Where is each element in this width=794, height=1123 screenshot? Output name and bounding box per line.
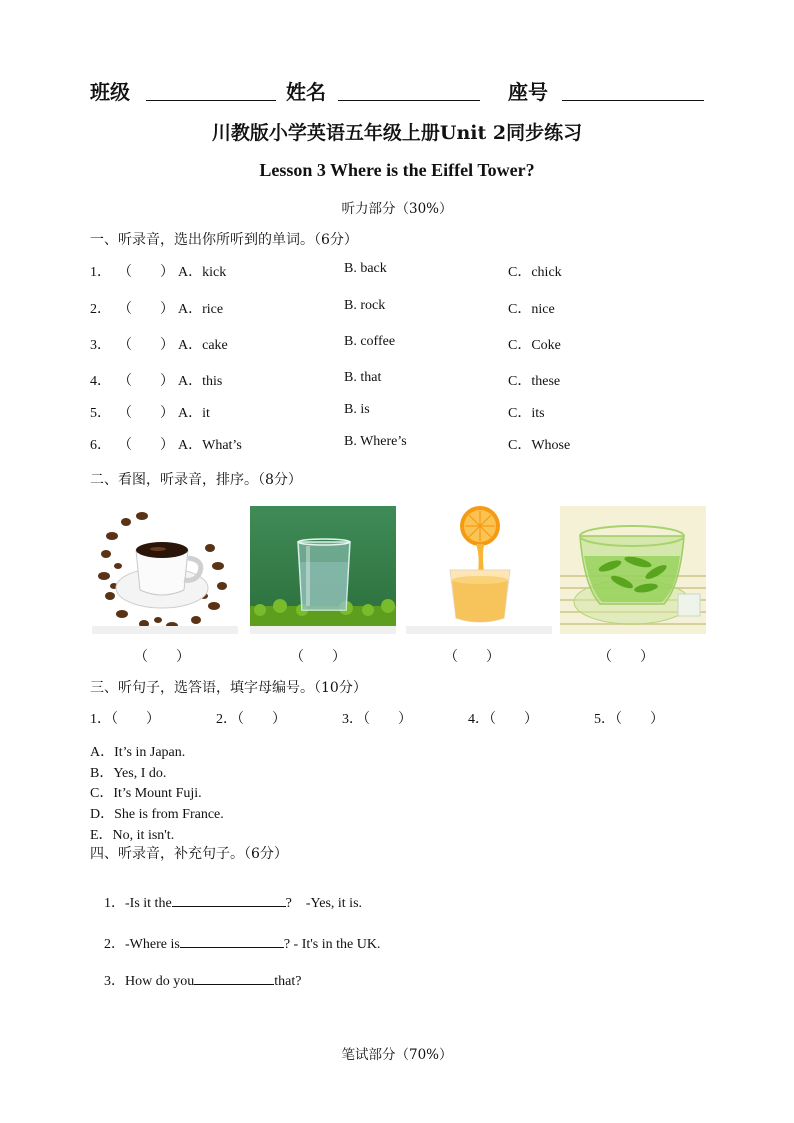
option-b: B. that xyxy=(344,370,382,385)
list-item: C．It’s Mount Fuji. xyxy=(90,786,202,801)
option-a: A．this xyxy=(178,374,223,389)
orange-juice-picture xyxy=(406,506,552,634)
section4-heading: 四、听录音，补充句子。（6分） xyxy=(90,846,288,862)
answer-blank-5[interactable]: 5．（ ） xyxy=(594,712,664,727)
answer-blank-4[interactable]: 4．（ ） xyxy=(468,712,538,727)
sentence-start: 1．-Is it the xyxy=(104,896,172,911)
item-number: 5． xyxy=(90,406,111,421)
option-c: C．chick xyxy=(508,265,562,280)
answer-paren[interactable]: （ ） xyxy=(118,302,174,317)
green-tea-picture xyxy=(560,506,706,634)
item-number: 2． xyxy=(90,302,111,317)
name-label: 姓名 xyxy=(286,80,326,104)
answer-paren[interactable]: （ ） xyxy=(118,374,174,389)
section3-heading: 三、听句子，选答语，填字母编号。（10分） xyxy=(90,680,367,696)
coffee-cup-picture xyxy=(92,506,238,634)
answer-paren[interactable]: （ ） xyxy=(118,265,174,280)
picture-3-answer[interactable]: （ ） xyxy=(444,650,500,665)
option-c: C．Coke xyxy=(508,338,561,353)
sentence-end: ? - It's in the UK. xyxy=(283,937,381,952)
section2-heading: 二、看图，听录音，排序。（8分） xyxy=(90,472,302,488)
picture-2-answer[interactable]: （ ） xyxy=(290,650,346,665)
option-c: C．Whose xyxy=(508,438,571,453)
listening-part-heading: 听力部分（30%） xyxy=(341,201,453,217)
sentence-end: ? -Yes, it is. xyxy=(285,896,363,911)
item-number: 3． xyxy=(90,338,111,353)
fill-in-blank[interactable] xyxy=(194,970,274,985)
answer-blank-3[interactable]: 3．（ ） xyxy=(342,712,412,727)
option-a: A．cake xyxy=(178,338,228,353)
sentence-start: 2．-Where is xyxy=(104,937,180,952)
option-c: C．nice xyxy=(508,302,555,317)
answer-paren[interactable]: （ ） xyxy=(118,338,174,353)
glass-of-water-picture xyxy=(250,506,396,634)
item-number: 4． xyxy=(90,374,111,389)
option-c: C．these xyxy=(508,374,561,389)
seat-label: 座号 xyxy=(508,80,548,104)
option-b: B. Where’s xyxy=(344,434,407,449)
option-a: A．it xyxy=(178,406,210,421)
seat-blank[interactable] xyxy=(562,100,704,101)
fill-in-blank[interactable] xyxy=(172,892,286,907)
option-b: B. back xyxy=(344,261,387,276)
option-a: A．rice xyxy=(178,302,224,317)
written-part-heading: 笔试部分（70%） xyxy=(341,1047,453,1063)
answer-blank-2[interactable]: 2．（ ） xyxy=(216,712,286,727)
list-item: D．She is from France. xyxy=(90,807,224,822)
picture-4-answer[interactable]: （ ） xyxy=(598,650,654,665)
option-c: C．its xyxy=(508,406,545,421)
list-item: A．It’s in Japan. xyxy=(90,745,186,760)
answer-paren[interactable]: （ ） xyxy=(118,406,174,421)
name-blank[interactable] xyxy=(338,100,480,101)
answer-blank-1[interactable]: 1．（ ） xyxy=(90,712,160,727)
item-number: 1． xyxy=(90,265,111,280)
option-b: B. is xyxy=(344,402,370,417)
sentence-end: that? xyxy=(274,974,302,989)
class-label: 班级 xyxy=(90,80,130,104)
picture-1-answer[interactable]: （ ） xyxy=(134,650,190,665)
section1-heading: 一、听录音，选出你所听到的单词。（6分） xyxy=(90,232,358,248)
list-item: E．No, it isn't. xyxy=(90,828,175,843)
option-b: B. coffee xyxy=(344,334,396,349)
lesson-title: Lesson 3 Where is the Eiffel Tower? xyxy=(259,160,535,180)
fill-in-blank[interactable] xyxy=(180,933,284,948)
student-info-header xyxy=(90,76,710,104)
option-b: B. rock xyxy=(344,298,386,313)
item-number: 6． xyxy=(90,438,111,453)
list-item xyxy=(90,954,301,1006)
class-blank[interactable] xyxy=(146,100,276,101)
sentence-start: 3．How do you xyxy=(104,974,195,989)
option-a: A．kick xyxy=(178,265,227,280)
worksheet-title: 川教版小学英语五年级上册Unit 2同步练习 xyxy=(211,122,583,144)
answer-paren[interactable]: （ ） xyxy=(118,438,174,453)
option-a: A．What’s xyxy=(178,438,242,453)
list-item: B．Yes, I do. xyxy=(90,766,167,781)
